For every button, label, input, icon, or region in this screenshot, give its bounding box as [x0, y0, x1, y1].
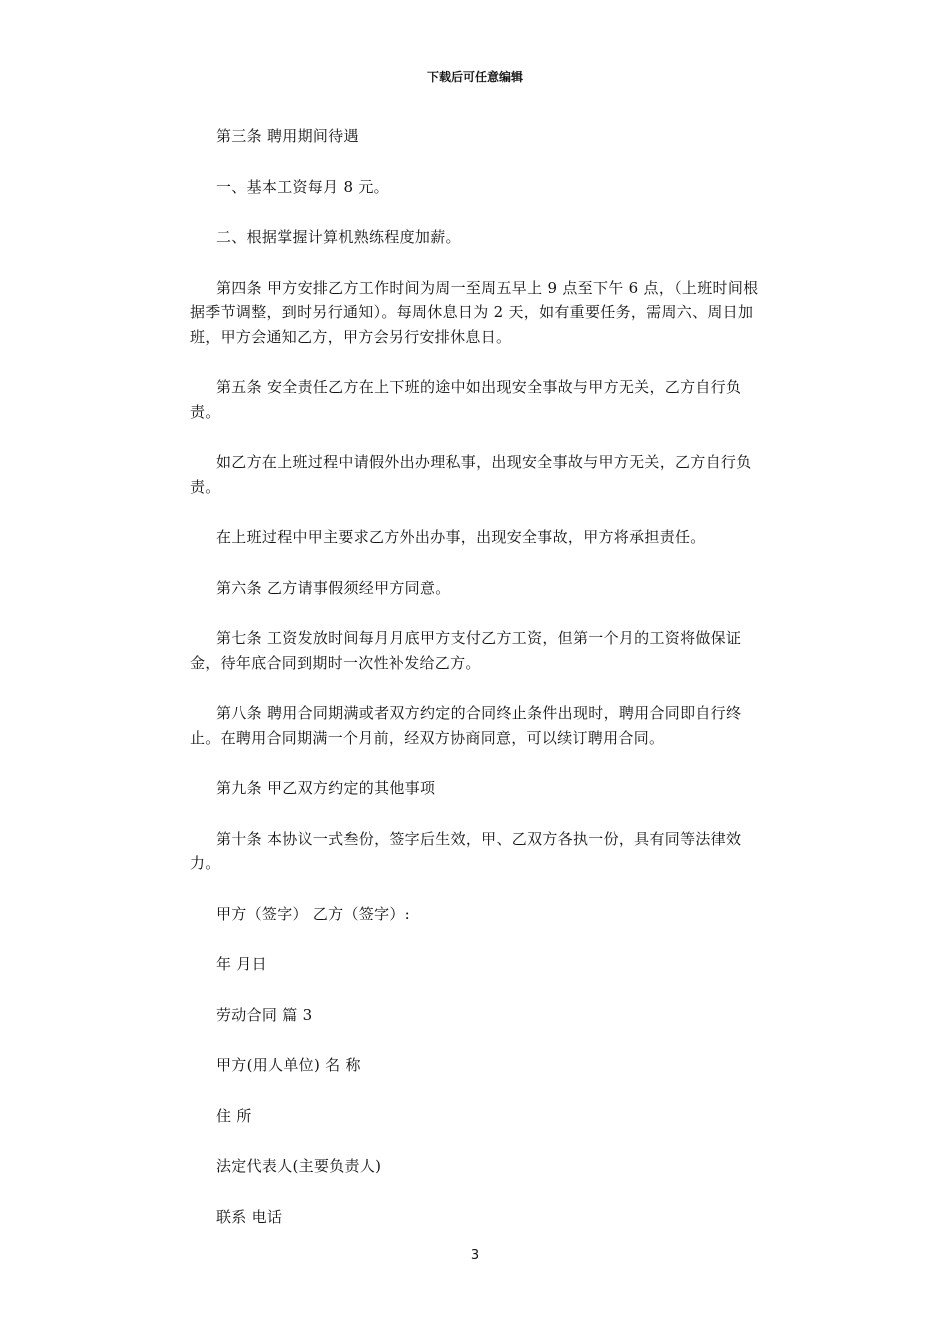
paragraph-article-5: 第五条 安全责任乙方在上下班的途中如出现安全事故与甲方无关，乙方自行负责。 [190, 378, 742, 421]
paragraph-article-10: 第十条 本协议一式叁份，签字后生效，甲、乙双方各执一份，具有同等法律效力。 [190, 829, 742, 872]
paragraph-article-4: 第四条 甲方安排乙方工作时间为周一至周五早上 9 点至下午 6 点，（上班时间根据季节调整，到时另行通知）。每周休息日为 2 天，如有重要任务，需周六、周日加班，甲方会通知乙方，甲方会另行安排休息日。 [190, 278, 759, 346]
paragraph-article-9: 第九条 甲乙双方约定的其他事项 [216, 779, 436, 797]
document-body [190, 124, 770, 1255]
paragraph-signatures: 甲方（签字） 乙方（签字）: [216, 904, 411, 923]
paragraph-employer-name: 甲方(用人单位) 名 称 [216, 1056, 361, 1074]
paragraph-phone: 联系 电话 [216, 1207, 283, 1226]
paragraph-leave-safety: 如乙方在上班过程中请假外出办理私事，出现安全事故与甲方无关，乙方自行负责。 [190, 453, 752, 496]
paragraph-date: 年 月日 [216, 955, 267, 973]
paragraph-employer-errand: 在上班过程中甲主要求乙方外出办事，出现安全事故，甲方将承担责任。 [216, 528, 706, 546]
paragraph-contract-title: 劳动合同 篇 3 [216, 1005, 313, 1024]
paragraph-article-8: 第八条 聘用合同期满或者双方约定的合同终止条件出现时，聘用合同即自行终止。在聘用合同期满一个月前，经双方协商同意，可以续订聘用合同。 [190, 704, 742, 747]
paragraph-article-3: 第三条 聘用期间待遇 [216, 127, 359, 145]
paragraph-raise: 二、根据掌握计算机熟练程度加薪。 [216, 228, 461, 246]
paragraph-article-6: 第六条 乙方请事假须经甲方同意。 [216, 578, 451, 597]
paragraph-address: 住 所 [216, 1106, 252, 1125]
paragraph-legal-rep: 法定代表人(主要负责人) [216, 1157, 382, 1175]
paragraph-article-7: 第七条 工资发放时间每月月底甲方支付乙方工资，但第一个月的工资将做保证金，待年底合同到期时一次性补发给乙方。 [190, 629, 742, 672]
page-header: 下载后可任意编辑 [426, 70, 523, 84]
paragraph-base-salary: 一、基本工资每月 8 元。 [216, 177, 389, 196]
page-number: 3 [470, 1248, 480, 1263]
